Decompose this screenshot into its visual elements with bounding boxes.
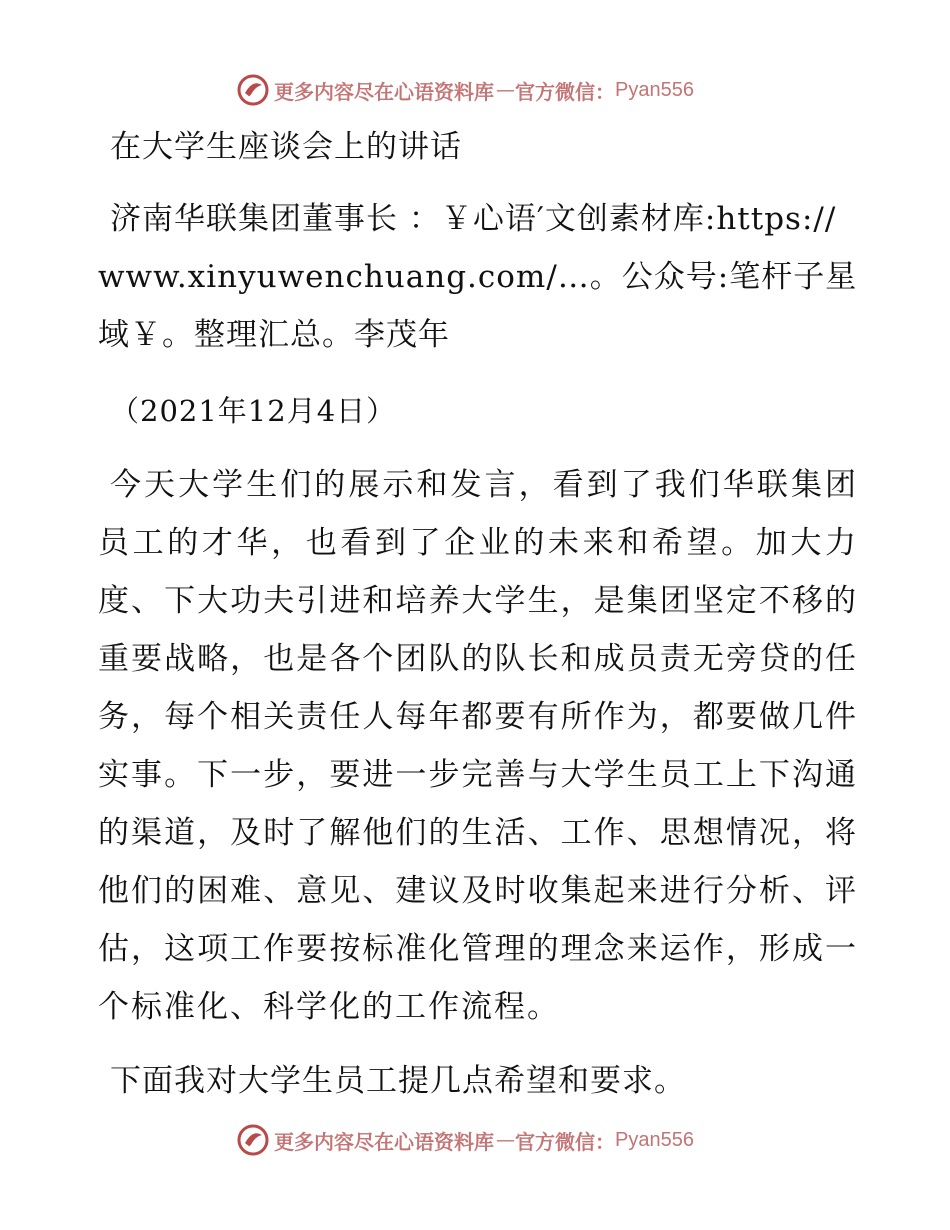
header-watermark: [236, 72, 694, 108]
document-byline: 济南华联集团董事长 ：￥心语′文创素材库:https://www.xinyuwenchuang.com/…。公众号:笔杆子星域￥。整理汇总。李茂年: [98, 201, 858, 353]
xinyu-logo-icon: [236, 1123, 270, 1157]
watermark-wechat-label: 官方微信：: [515, 79, 615, 104]
watermark-separator: —: [496, 1129, 515, 1151]
watermark-wechat-id: Pyan556: [615, 78, 694, 101]
watermark-text: 更多内容尽在心语资料库: [274, 1129, 494, 1154]
xinyu-logo-icon: [236, 73, 270, 107]
watermark-wechat-label: 官方微信：: [515, 1129, 615, 1154]
document-title: 在大学生座谈会上的讲话: [110, 129, 462, 165]
paragraph: 下面我对大学生员工提几点希望和要求。: [110, 1063, 686, 1099]
document-date: （2021年12月4日）: [110, 394, 397, 428]
watermark-wechat-id: Pyan556: [615, 1128, 694, 1151]
paragraph: 今天大学生们的展示和发言，看到了我们华联集团员工的才华，也看到了企业的未来和希望。加大力度、下大功夫引进和培养大学生，是集团坚定不移的重要战略，也是各个团队的队长和成员责无旁贷的任务，每个相关责任人每年都要有所作为，都要做几件实事。下一步，要进一步完善与大学生员工上下沟通的渠道，及时了解他们的生活、工作、思想情况，将他们的困难、意见、建议及时收集起来进行分析、评估，这项工作要按标准化管理的理念来运作，形成一个标准化、科学化的工作流程。: [98, 467, 858, 1025]
watermark-text: 更多内容尽在心语资料库: [274, 79, 494, 104]
watermark-separator: —: [496, 79, 515, 101]
footer-watermark: [236, 1122, 694, 1158]
